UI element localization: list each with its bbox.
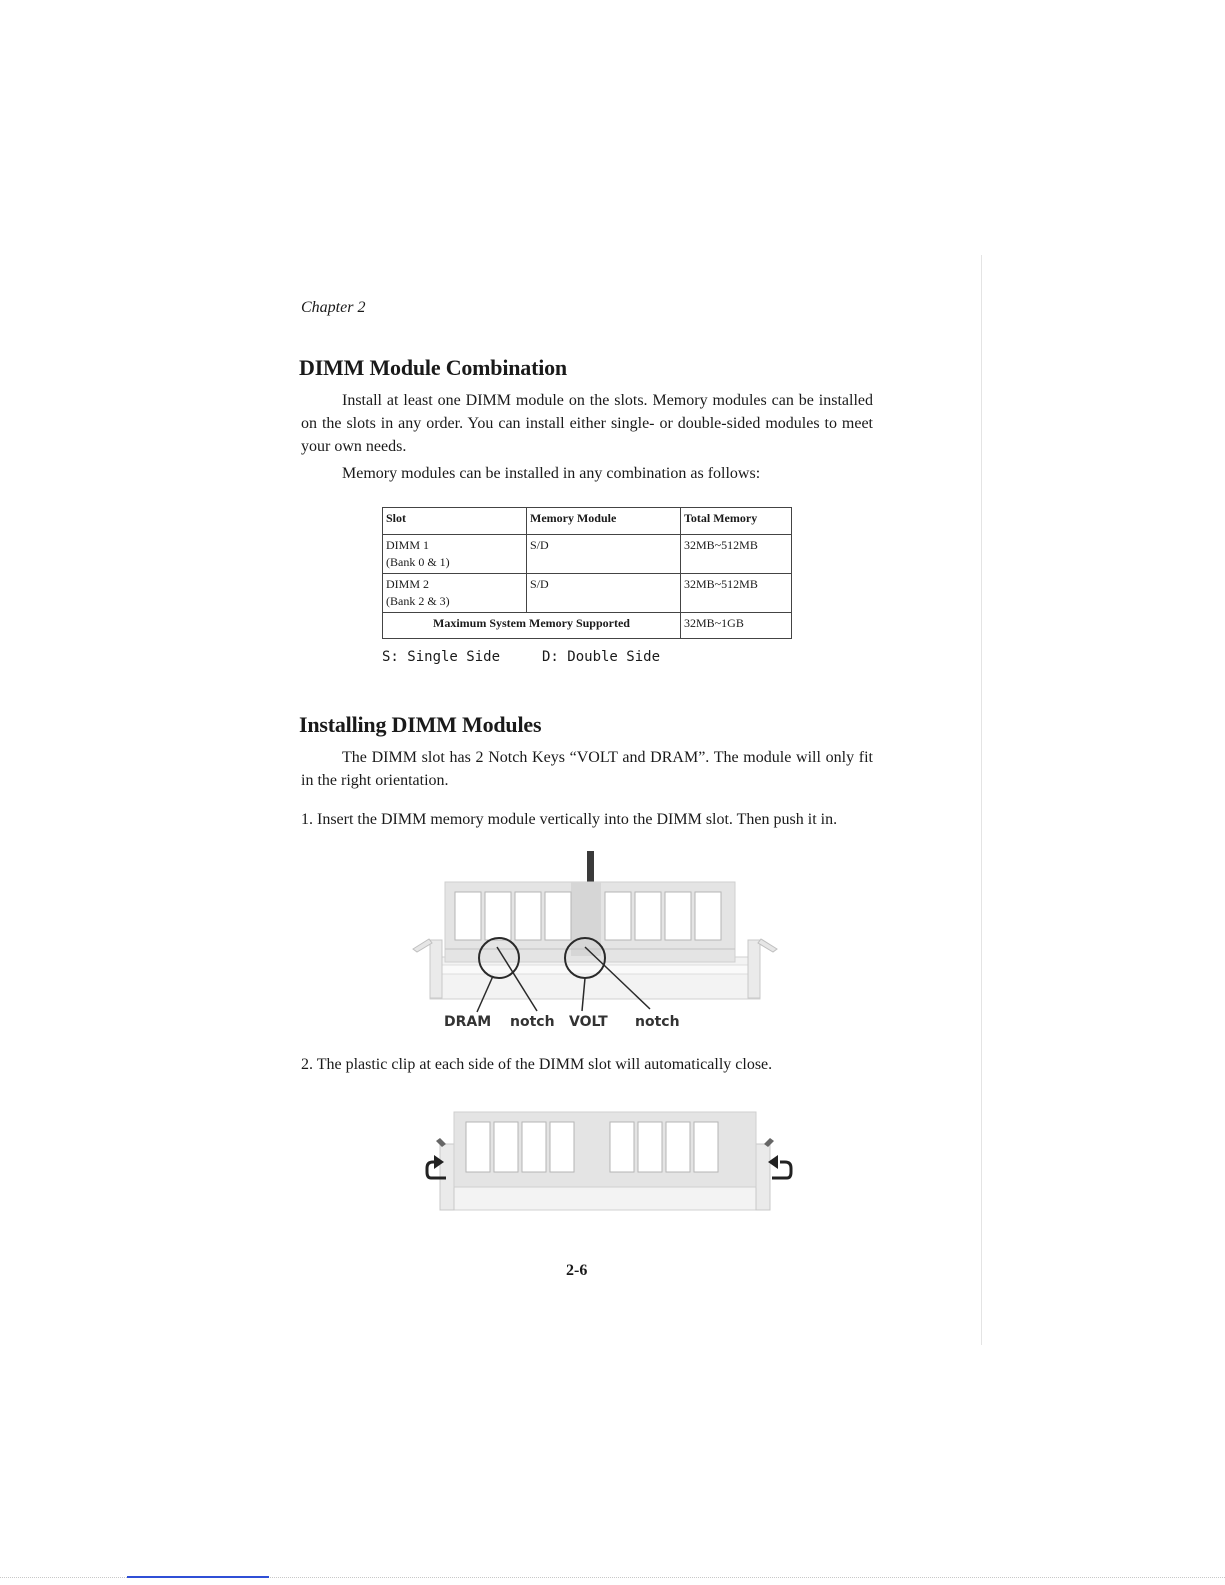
chapter-label: Chapter 2 [301,299,366,316]
dram-notch-label: notch [510,1014,555,1030]
table-cell-total: 32MB~512MB [681,574,792,613]
section-title-installing: Installing DIMM Modules [299,712,542,737]
right-clip-icon [758,939,777,952]
dimm-insert-diagram [405,845,795,1015]
section-title-dimm-combination: DIMM Module Combination [299,355,567,380]
table-header-slot: Slot [383,508,527,535]
table-max-row [383,613,792,639]
paragraph-notch-keys: The DIMM slot has 2 Notch Keys “VOLT and DRAM”. The module will only fit in the right orientation. [301,749,873,789]
slot-name: DIMM 2 [386,577,430,591]
table-row [383,574,792,613]
page-number: 2-6 [566,1262,588,1279]
bottom-scroll-indicator [127,1576,269,1578]
table-cell-module: S/D [527,574,681,613]
paragraph-combination-intro: Memory modules can be installed in any combination as follows: [342,465,761,482]
table-cell-module: S/D [527,535,681,574]
volt-notch-label: notch [635,1014,680,1030]
paragraph-install-intro: Install at least one DIMM module on the slots. Memory modules can be installed on the slots in any order. You can install either single- or double-sided modules to meet your own needs. [301,392,873,455]
dimm-clips-closed-diagram [420,1100,810,1220]
table-row [383,535,792,574]
step-1-text: 1. Insert the DIMM memory module vertically into the DIMM slot. Then push it in. [301,811,838,828]
table-header-total: Total Memory [681,508,792,535]
table-header-module: Memory Module [527,508,681,535]
dimm-module [454,1112,756,1187]
table-cell-total: 32MB~512MB [681,535,792,574]
table-cell-slot [383,535,527,574]
slot-bank: (Bank 0 & 1) [386,555,450,569]
page-margin-rule [981,255,982,1345]
table-max-label: Maximum System Memory Supported [383,613,681,639]
volt-label: VOLT [569,1014,608,1030]
table-cell-slot [383,574,527,613]
memory-combination-table [382,507,792,639]
dram-label: DRAM [444,1014,492,1030]
step-2-text: 2. The plastic clip at each side of the DIMM slot will automatically close. [301,1056,773,1073]
table-max-value: 32MB~1GB [681,613,792,639]
legend-double-side: D: Double Side [542,649,661,665]
dimm-module [445,882,735,962]
slot-bank: (Bank 2 & 3) [386,594,450,608]
slot-name: DIMM 1 [386,538,430,552]
legend-single-side: S: Single Side [382,649,501,665]
table-header-row [383,508,792,535]
left-clip-icon [413,939,432,952]
